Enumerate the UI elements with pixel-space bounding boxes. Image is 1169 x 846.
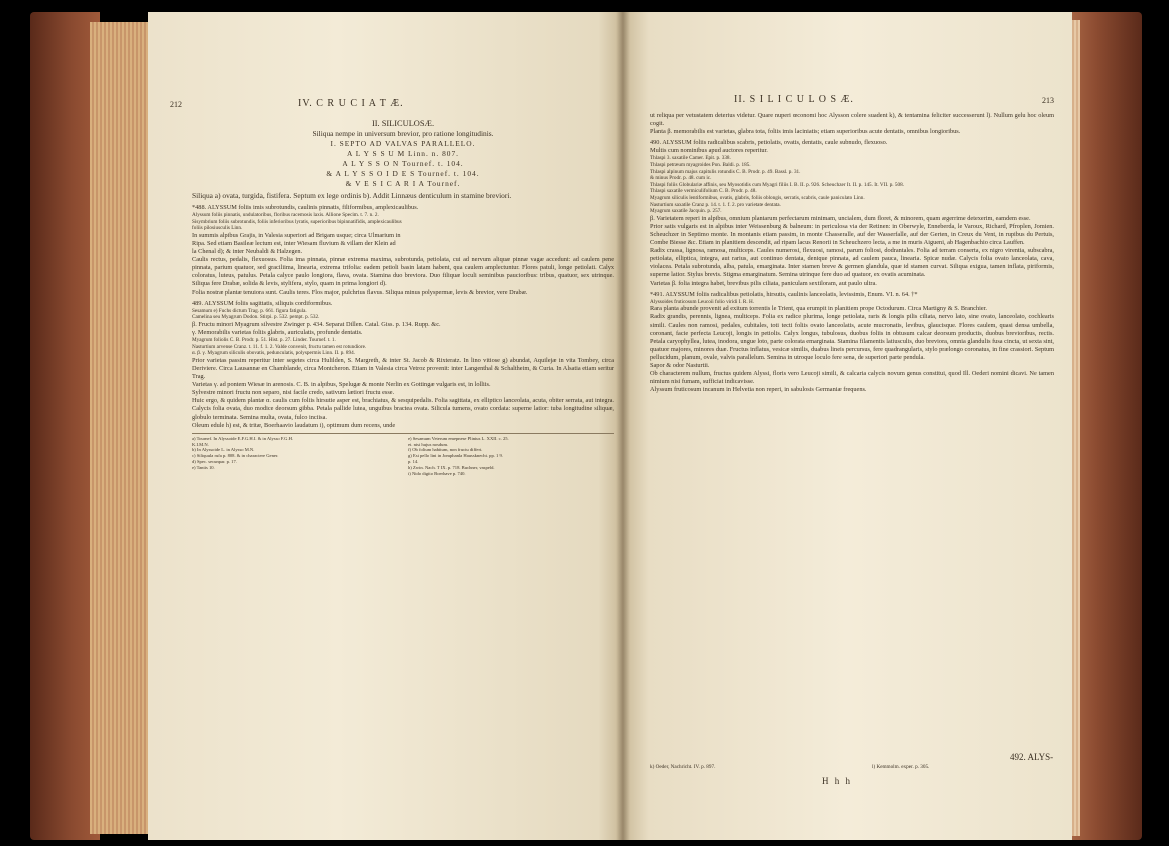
page-number-right: 213	[1042, 96, 1054, 105]
genus-name: A L Y S S O N Tournef. t. 104.	[342, 159, 464, 168]
open-book	[30, 12, 1142, 840]
text-paragraph: Ob characterem nullum, fructus quidem Alyssi, floris vero Leucoji simili, & calcaria calycis novum genus constitui, quod Ill. Oederi nomini dicavi. Ne tamen nimium nisi fumam, sufficiat indicavisse.	[650, 370, 1054, 386]
text-paragraph: β. Varietatem reperi in alpibus, omnium plantarum perfectarum minimam, uncialem, dum floret, & minorem, quam ægerrime detexerim, eamdem esse.	[650, 214, 1031, 222]
text-line: 490. ALYSSUM foliis radicalibus scabris, petiolatis, ovatis, dentatis, caule subnudo, flexuoso.	[650, 139, 888, 147]
text-line: Nasturtium saxatile Cranz p. 14. t. 1. f. 2. pro varietate dentata.	[650, 201, 781, 208]
text-line: Myagrum siliculis lentiformibus, ovatis, glabris, foliis oblongis, serratis, scabris, caule paniculato Linn.	[650, 195, 865, 202]
text-paragraph: Planta β. memorabilis est varietas, glabra tota, foliis imis laciniatis; etiam superioribus acute dentatis, omnibus longioribus.	[650, 128, 961, 136]
text-line: Multis cum nominibus apud auctores reperitur.	[650, 147, 768, 155]
signature-mark: H h h	[822, 776, 852, 786]
genus-name: & A L Y S S O I D E S Tournef. t. 104.	[326, 169, 480, 178]
footnote: l) Kemmolm. exper. p. 305.	[872, 764, 930, 770]
text-paragraph: Huic ergo, & quidem plantæ α. caulis cum foliis hirsutie asper est, brachiatus, & sesquipedalis. Folia sagittata, ex elliptico lanceolata, acuta, obiter serrata, aut integra. Calycis folia ovata, duo modice deorsum gibba. Petala pallide lutea, unguibus bractea ovata. Silicula tumens, ovato cordata: superne latior: tuba longitudine siliquæ, globulo terminata. Semina multa, ovata, fulco inciisa.	[192, 397, 614, 421]
text-line: Alyssoides fruticosum Leucoii folio viridi I. R. H.	[650, 298, 755, 305]
right-text-block	[650, 112, 1054, 394]
text-line: *488. ALYSSUM foliis imis subrotundis, caulinis pinnatis, filiformibus, amplexicaulibus.	[192, 204, 419, 211]
footnote: a) Tournef. In Alyssoide E.F.G.H.I. & in Alysso F.G.H.	[192, 435, 294, 441]
footnote: et. nisi hujus nosdum.	[408, 441, 449, 447]
right-page	[622, 12, 1072, 840]
text-line: Thlaspi foliis Globulariæ affinis, seu Myosotidis cum Myagri filiis I. B. II. p. 926. Scheuchzer It. II. p. 145. It. VII. p. 508.	[650, 181, 904, 188]
catchword: 492. ALYS-	[1010, 752, 1054, 762]
text-line: foliis pilosiusculis Linn.	[192, 225, 243, 232]
text-line: γ. Memorabilis varietas foliis glabris, auriculatis, profunde dentatis.	[192, 329, 363, 336]
text-paragraph: ut reliqua per vetustatem deterius videtur. Quare nuperi œconomi hoc Alysson colere suadent k), & tentamina feliciter successerunt l). Nullum gelu hoc oleum cogit.	[650, 112, 1054, 128]
text-paragraph: Radix grandis, perennis, lignea, multiceps. Folia ex radice plurima, longe petiolata, raris & longis pilis ciliata, nervo lato, sine ovato, lanceolato, cochlearis simili. Caules non ramosi, pedales, cubitales, toti tecti foliis ovato lanceolatis, acute mucronatis, levibus, glaucisque. Flores caulem, quasi densa umbella, coronant, facie perfecta Leucoji, longis in petiolis. Calyx longus, tubulosus, duobus foliis in obtusum calcar deorsum productis, duobus brevioribus, rectis. Petala caryophyllea, lutea, inodora, ungue loto, parte colorata emarginata. Stamina filamentis latiusculis, duo breviora, omnia glandulis fusa cincta, ut sexta sint, quatuor majores, minores duæ. Fructus inflatus, vesicæ similis, duabus lineis percursus, fere quadrangularis, stylo prælongo coronatus, in fine crassiori. Septum pellucidum, planum, ovale, valvis parallelum. Semina in utroque loculo fere sena, de superiori parte pendula.	[650, 313, 1054, 361]
text-line: Sesamum e) Fuchs dictum Trag. p. 661. figura fatigula.	[192, 307, 307, 314]
book-gutter	[616, 12, 630, 840]
text-line: Sylvestre minori fructu non separo, nisi facile credo, sativum lætiori fructu esse.	[192, 389, 395, 397]
text-line: Thlaspi petræum myagroides Pon. Baldi. p. 185.	[650, 162, 751, 169]
genus-name: A L Y S S U M Linn. n. 807.	[347, 149, 459, 158]
footnote: k) Oeder, Nachricht. IV. p. 897.	[650, 764, 716, 770]
text-line: Thlaspi saxatile vermiculifolium C. B. Prodr. p. 48.	[650, 188, 757, 195]
footnote: h) Zwin. Nach. T IX. p. 718. Buchner, vaspeld.	[408, 464, 495, 470]
text-line: Thlaspi 3. saxatile Camer. Epit. p. 338.	[650, 155, 731, 162]
section-title: II. SILICULOSÆ.	[371, 119, 435, 128]
text-line: Alyssum fruticosum incanum in Helvetia non reperi, in sabulosis Germaniæ frequens.	[650, 386, 867, 394]
genus-name: & V E S I C A R I A Tournef.	[345, 179, 461, 188]
subsection-title: I. SEPTO AD VALVAS PARALLELO.	[330, 139, 476, 148]
text-paragraph: Caulis rectus, pedalis, flexuosus. Folia ima pinnata, pinnæ extrema maxima, subrotunda, petiolata, cui ad nervum aliquæ pinnæ vagæ accedunt: ad caulem pene pinnata, parium quatuor, sed graciliima, linearia, extrema trifolia: eadem petioli basin latam habent, qua caulem amplectuntur. Flores patuli, longe petiolati. Calyx coloratus, luteus, patulus. Petala calyce paulo longiora, flava, ovata. Stamina duo breviora. Duo filiquæ loculi seminibus paucioribus: tribus, quatuor, sex utrinque. Siliqua fere Drabæ, solida & levis, stylifera, stylo, quam in prima longiori d).	[192, 256, 614, 288]
text-line: In summis alpibus Grajis, in Valesia superiori ad Brigam usque; circa Ulmarium in	[192, 231, 401, 239]
running-head-left: IV. C R U C I A T Æ.	[298, 98, 404, 109]
text-line: 489. ALYSSUM foliis sagittatis, siliquis cordiformibus.	[192, 299, 333, 307]
text-paragraph: Radix crassa, lignosa, ramosa, multiceps. Caules numerosi, flexuosi, ramosi, parum foliosi, dodrantales. Folia ad terram conserta, ex nigro virentia, subscabra, petiolata, elliptica, integra, aut rarius, aut continuo dentata, denique pinnata, ad caulem pauca, linearia. Spicæ nudæ. Calycis folia ovato lanceolata, cava, violacea. Petala subrotunda, alba, patula, emarginata. Inter stamen breve & germen glandula, quæ id stamen curvat. Siliqua exigua, tamen inflata, piriformis, superne latior. Stylus brevis. Stigma emarginatum. Semina utrinque fere duo ad quatuor, ex ovatis acuminata.	[650, 247, 1054, 279]
genus-description: Siliqua a) ovata, turgida, fistifera. Septum ex lege ordinis b). Addit Linnæus denticulum in stamine breviori.	[192, 191, 512, 200]
text-line: Sisymbrium foliis subrotundis, foliis inferioribus lyratis, superioribus bipinnatifidis, amplexicaulibus	[192, 218, 402, 225]
text-line: Myagrum foliolis C. B. Prodr. p. 51. Hist. p. 27. Linder. Tournef. t. 1.	[192, 337, 336, 344]
text-line: α. β. γ. Myagrum siliculis obovatis, pedunculatis, polyspermis Linn. II. p. 894.	[192, 350, 355, 357]
footnote: c) Siliquula rufa p. 808. & in charactere Gener.	[192, 453, 279, 459]
text-paragraph: Prior varietas passim reperitur inter segetes circa Hulilden, S. Margreth, & inter St. Jacob & Rixteratz. In lino vitiose g) abundat, Aquilejæ in vita Tombey, circa Deriviere. Circa Lausannæ en Chamblande, circa Montcheron. Etiam in Valesia circa Vetroz provenit: inter Langenthal & Schaltheim, & Curia. In Alsatia etiam seritur Trag.	[192, 356, 614, 381]
footnote: i) Nido digito Boerhave p. 740.	[408, 470, 466, 476]
footnote: e) Sesamum Veterum emepnese Plinius L. XXII. c. 25.	[408, 435, 509, 441]
footnote-column	[192, 436, 398, 477]
footnote: b) In Alyssoide L. in Alysso M.N.	[192, 447, 255, 453]
footnotes-left	[192, 433, 614, 477]
left-page	[148, 12, 622, 840]
footnote: f) Ob folium habitum, non fructu differt.	[408, 447, 483, 453]
text-paragraph: Rara planta abunde provenit ad exitum torrentis le Trient, qua erumpit in planitiem prope Octodurum. Circa Martigny & S. Branchier.	[650, 305, 987, 313]
text-line: Oleum edule h) est, & tritæ, Boerhaavio laudatum i), optimum dum recens, unde	[192, 421, 396, 429]
text-line: Myagrum saxatile Jacquin. p. 257.	[650, 208, 722, 215]
footnote-column	[408, 436, 614, 477]
text-line: & minus Prodr. p. 48. cum ic.	[650, 175, 712, 182]
text-paragraph: Prior satis vulgaris est in alpibus inter Weissenburg & balneum: in periculosa via der Retinen: in Oberwyle, Enneberda, le Varoux, Richard, Pfroplen, Jomien. Scheuchzer in Septimo monte. In montanis etiam passim, in monte Chasseralle, auf der Wasserfalle, auf der Gerten, in Creux du Vent, in rupibus du Pertuis, Combe Biesse &c. Etiam in planitiem descendit, ad ripam lacus Renorii in Scheuchzero lecta, a me in muris Aigueni, ab Hagenbachio circa Lauffen.	[650, 222, 1054, 247]
footnote: g) Est pello lini in Jomphanla Haussknecht. pp. 1 9.	[408, 453, 503, 459]
text-line: β. Fructu minori Myagrum silvestre Zwinger p. 434. Separat Dillen. Catal. Giss. p. 134. Rupp. &c.	[192, 320, 441, 328]
text-line: Varietas β. folia integra habet, brevibus pilis ciliata, paniculam sextiloram, aut paulo ultra.	[650, 279, 877, 287]
text-line: *491. ALYSSUM foliis radicalibus petiolatis, hirsutis, caulinis lanceolatis, levissimis, Enum. VI. n. 64. †*	[650, 290, 918, 298]
text-paragraph: Folia nostræ plantæ tenuiora sunt. Caulis teres. Flos major, pulchrius flavus. Siliqua minus polyspermæ, levis & brevior, vere Drabæ.	[192, 288, 528, 296]
footnote: p. 14.	[408, 458, 419, 464]
footnote: d) Spec. secunpar. p. 17.	[192, 458, 237, 464]
text-line: Camelina seu Myagrum Dodon. Stirpi. p. 532. pempt. p. 532.	[192, 314, 320, 321]
running-head-right: II. S I L I C U L O S Æ.	[734, 94, 854, 105]
section-subtitle: Siliqua nempe in universum brevior, pro ratione longitudinis.	[312, 129, 494, 138]
text-paragraph: Varietas γ. ad pontem Wiesæ in arenosis. C. B. in alpibus, Spelugæ & monte Nerlin ex Gottingæ vulgaris est, in lolliis.	[192, 381, 491, 389]
footnote: e) Tantis 10.	[192, 464, 215, 470]
text-line: Thlaspi alpinum majus capitulis rotundis C. B. Prodr. p. 49. Bassl. p. 31.	[650, 168, 801, 175]
text-line: la Chenal d); & inter Neubaldi & Halzegen.	[192, 248, 303, 256]
footnote: K.I.M.N.	[192, 441, 209, 447]
text-line: Sapor & odor Nasturtii.	[650, 362, 710, 369]
left-text-block	[192, 118, 614, 476]
text-line: Alyssum foliis pinnatis, undulatoribus, floribus racemosis laxis. Allione Specim. t. 7. n. 2.	[192, 212, 379, 219]
text-line: Nasturtium arvense Cranz. t. 11. f. 1. 2. Valde convenit, fructu tamen est rotundiore.	[192, 343, 367, 350]
text-line: Ripa. Sed etiam Basileæ lectum est, inter Wiesam fluvium & villam der Klein ad	[192, 239, 396, 247]
page-number-left: 212	[170, 100, 182, 109]
